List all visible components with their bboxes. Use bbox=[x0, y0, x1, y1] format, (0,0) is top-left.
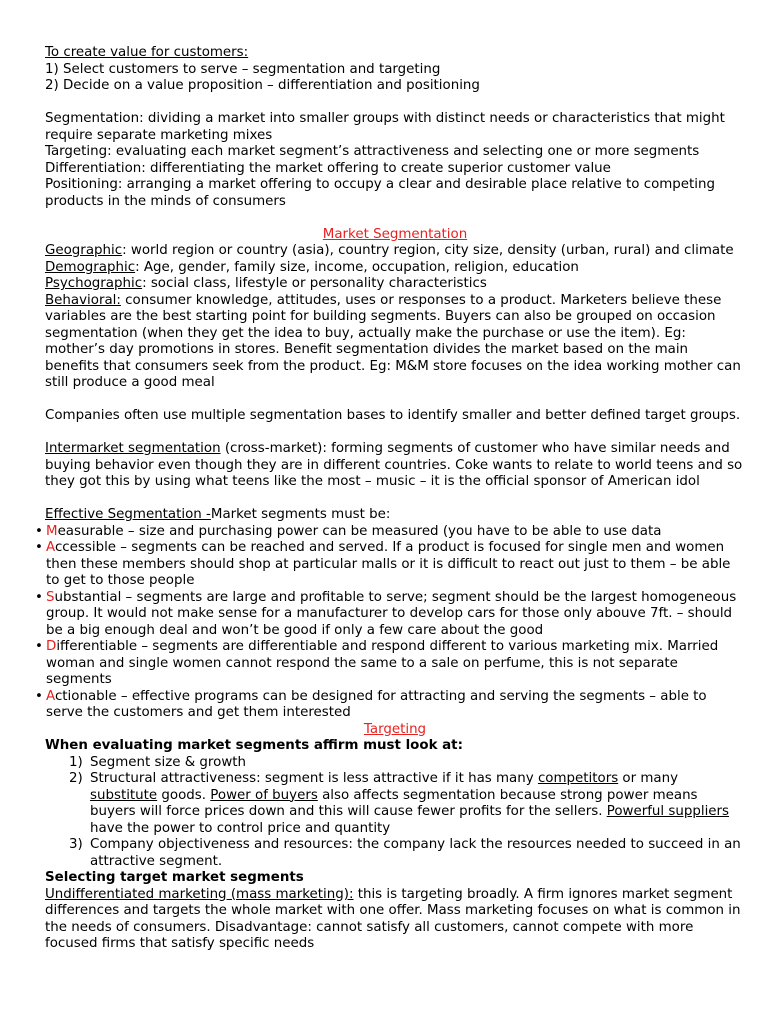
definition-segmentation: Segmentation: dividing a market into smaller groups with distinct needs or characteristics that might require separate marketing mixes bbox=[45, 111, 725, 143]
geographic-text: : world region or country (asia), country region, city size, density (urban, rural) and climate bbox=[122, 243, 734, 258]
criteria-initial: S bbox=[46, 589, 55, 605]
document-body bbox=[45, 45, 745, 953]
intermarket-text: (cross-market): forming segments of customer who have similar needs and buying behavior even though they are in different countries. Coke wants to relate to world teens and so they got this by using what teens like the most – music – it is the official sponsor of American idol bbox=[45, 441, 743, 489]
list-text: or many bbox=[618, 771, 679, 786]
list-text: also affects segmentation because strong power means buyers will force prices down and this will cause fewer profits for the sellers. bbox=[90, 787, 698, 819]
intermarket-paragraph bbox=[45, 441, 745, 491]
intro-heading: To create value for customers: bbox=[45, 45, 249, 60]
evaluating-heading: When evaluating market segments affirm must look at: bbox=[45, 738, 463, 753]
effective-text: Market segments must be: bbox=[210, 507, 391, 522]
list-item bbox=[69, 755, 745, 772]
psychographic-text: : social class, lifestyle or personality characteristics bbox=[142, 276, 487, 291]
competitors-term: competitors bbox=[537, 771, 619, 786]
demographic-term: Demographic bbox=[45, 259, 136, 275]
evaluation-list bbox=[45, 755, 745, 871]
list-item bbox=[35, 524, 745, 541]
effective-segmentation-heading bbox=[45, 507, 745, 524]
undifferentiated-paragraph bbox=[45, 887, 745, 953]
criteria-text: ifferentiable – segments are differentiable and respond different to various marketing mix. Married woman and single women cannot respond the same to a sale on perfume, this is not separate segments bbox=[46, 639, 719, 687]
list-number: 1) bbox=[69, 754, 83, 770]
list-text: Structural attractiveness: segment is less attractive if it has many bbox=[90, 771, 538, 786]
power-of-buyers-term: Power of buyers bbox=[210, 787, 318, 803]
undifferentiated-text: this is targeting broadly. A firm ignores market segment differences and targets the whole market with one offer. Mass marketing focuses on what is common in the needs of consumers. Disadvantage: cannot satisfy all customers, cannot compete with more focused firms that satisfy specific needs bbox=[45, 886, 741, 951]
undifferentiated-term: Undifferentiated marketing (mass marketing): bbox=[45, 886, 354, 902]
list-item bbox=[35, 590, 745, 640]
list-item bbox=[35, 540, 745, 590]
section-title-market-segmentation: Market Segmentation bbox=[322, 226, 468, 242]
effective-term: Effective Segmentation - bbox=[45, 507, 211, 522]
behavioral-paragraph bbox=[45, 293, 745, 392]
list-text: have the power to control price and quantity bbox=[90, 820, 391, 836]
list-text: Company objectiveness and resources: the company lack the resources needed to succeed in an attractive segment. bbox=[90, 837, 741, 869]
criteria-initial: A bbox=[46, 688, 55, 704]
criteria-text: ctionable – effective programs can be designed for attracting and serving the segments – able to serve the customers and get them interested bbox=[46, 688, 707, 720]
intro-step: 1) Select customers to serve – segmentation and targeting bbox=[45, 61, 441, 77]
list-number: 2) bbox=[69, 771, 83, 786]
list-item bbox=[69, 837, 745, 870]
criteria-text: ccessible – segments can be reached and served. If a product is focused for single men and women then these members should shop at particular malls or it is difficult to react out just to them – be able to get to those people bbox=[46, 540, 731, 588]
criteria-text: ubstantial – segments are large and profitable to serve; segment should be the largest homogeneous group. It would not make sense for a manufacturer to develop cars for those only abouve 7ft. – should be a big enough deal and won’t be good if only a few care about the good bbox=[46, 589, 737, 638]
behavioral-term: Behavioral: bbox=[45, 292, 121, 308]
psychographic-term: Psychographic bbox=[45, 276, 143, 291]
demographic-paragraph bbox=[45, 260, 745, 277]
substitute-term: substitute bbox=[90, 787, 158, 803]
criteria-initial: M bbox=[46, 523, 58, 539]
multiple-bases-paragraph: Companies often use multiple segmentation bases to identify smaller and better defined target groups. bbox=[45, 408, 741, 423]
list-item bbox=[35, 689, 745, 722]
definition-differentiation: Differentiation: differentiating the market offering to create superior customer value bbox=[45, 160, 611, 176]
list-item bbox=[69, 771, 745, 837]
list-text: goods. bbox=[157, 787, 211, 803]
intermarket-term: Intermarket segmentation bbox=[45, 441, 221, 456]
criteria-text: easurable – size and purchasing power can be measured (you have to be able to use data bbox=[57, 523, 662, 539]
powerful-suppliers-term: Powerful suppliers bbox=[606, 804, 730, 819]
criteria-list bbox=[45, 524, 745, 722]
section-title-targeting: Targeting bbox=[363, 721, 427, 737]
geographic-paragraph bbox=[45, 243, 745, 260]
criteria-initial: A bbox=[46, 540, 55, 555]
list-item bbox=[35, 639, 745, 689]
geographic-term: Geographic bbox=[45, 243, 123, 258]
behavioral-text: consumer knowledge, attitudes, uses or responses to a product. Marketers believe these variables are the best starting point for building segments. Buyers can also be grouped on occasion segmentation (when they get the idea to buy, actually make the purchase or use the item). Eg: mother’s day promotions in stores. Benefit segmentation divides the market based on the main benefits that consumers seek from the product. Eg: M&M store focuses on the idea working mother can still produce a good meal bbox=[45, 292, 741, 390]
definition-positioning: Positioning: arranging a market offering to occupy a clear and desirable place relative to competing products in the minds of consumers bbox=[45, 177, 716, 209]
psychographic-paragraph bbox=[45, 276, 745, 293]
list-number: 3) bbox=[69, 837, 83, 852]
criteria-initial: D bbox=[46, 639, 57, 654]
list-text: Segment size & growth bbox=[90, 754, 247, 770]
definition-targeting: Targeting: evaluating each market segment’s attractiveness and selecting one or more segments bbox=[45, 144, 700, 159]
selecting-heading: Selecting target market segments bbox=[45, 870, 304, 885]
intro-step: 2) Decide on a value proposition – differentiation and positioning bbox=[45, 78, 480, 93]
demographic-text: : Age, gender, family size, income, occupation, religion, education bbox=[135, 259, 579, 275]
